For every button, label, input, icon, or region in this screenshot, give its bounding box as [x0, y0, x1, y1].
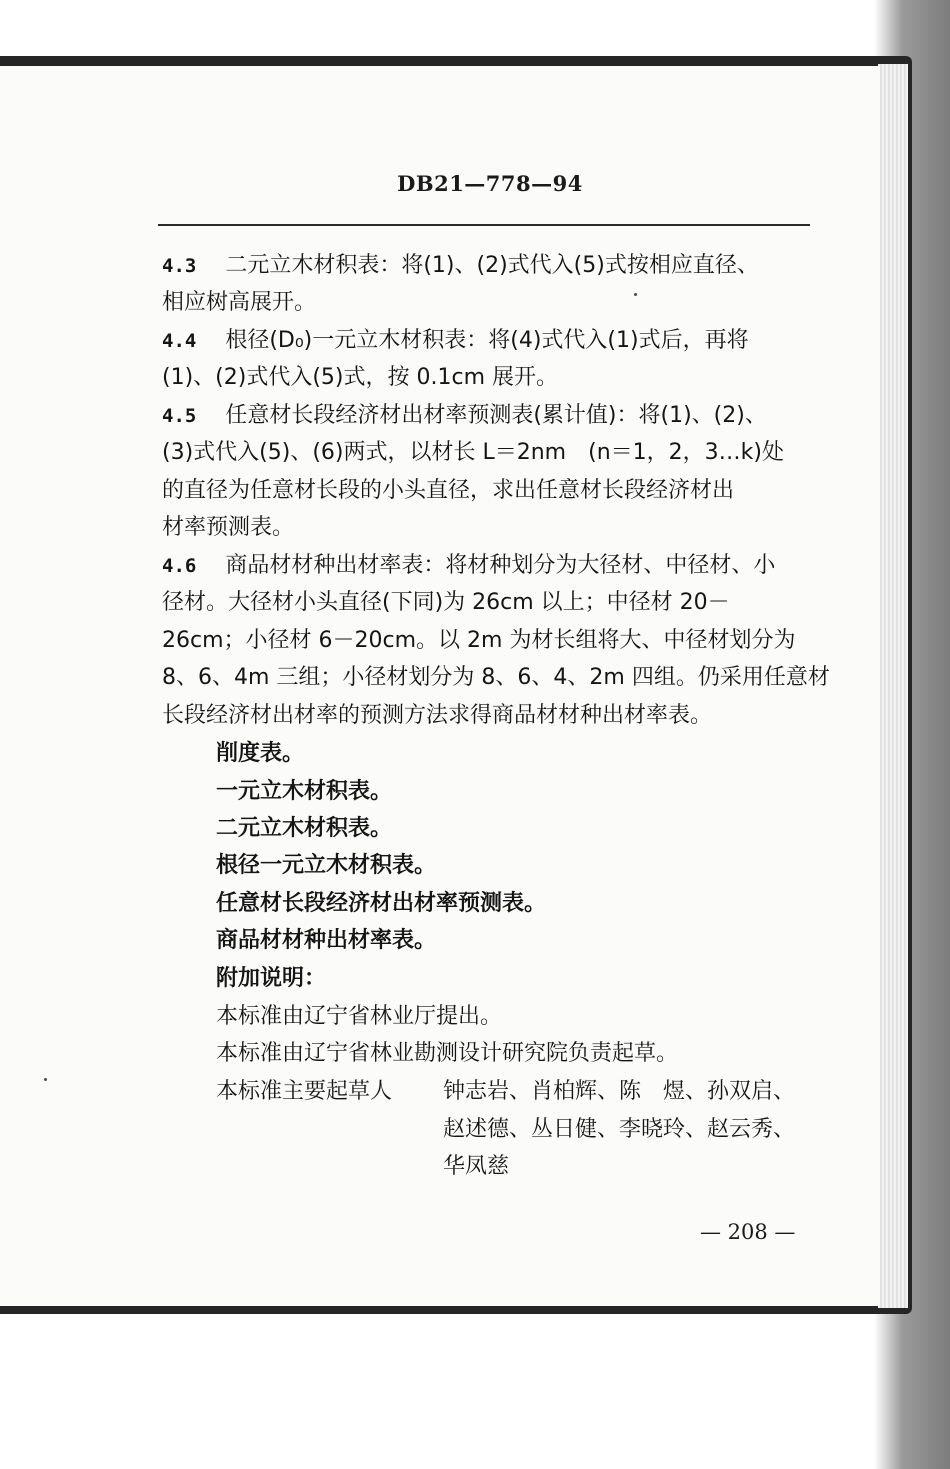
section-4-6-line-1: 4.6 商品材材种出材率表：将材种划分为大径材、中径材、小	[162, 553, 776, 578]
section-4-3-line-2: 相应树高展开。	[162, 290, 317, 315]
section-4-5-line-4: 材率预测表。	[162, 515, 295, 540]
drafters-names-line-1: 钟志岩、肖柏辉、陈 煜、孙双启、	[443, 1079, 796, 1104]
section-4-5-line-3: 的直径为任意材长段的小头直径，求出任意材长段经济材出	[162, 478, 735, 503]
scan-speck	[634, 293, 637, 296]
header-rule	[158, 224, 810, 226]
appendix-assortment-table: 商品材材种出材率表。	[216, 928, 437, 953]
appendix-taper-table: 削度表。	[216, 741, 305, 766]
section-number: 4.5	[162, 405, 197, 427]
section-4-6-line-5: 长段经济材出材率的预测方法求得商品材材种出材率表。	[162, 703, 713, 728]
scan-speck	[44, 1078, 47, 1081]
section-4-4-line-1: 4.4 根径(D₀)一元立木材积表：将(4)式代入(1)式后，再将	[162, 328, 749, 353]
section-4-6-line-3: 26cm；小径材 6－20cm。以 2m 为材长组将大、中径材划分为	[162, 628, 796, 653]
appendix-yield-rate-table: 任意材长段经济材出材率预测表。	[216, 891, 547, 916]
section-4-4-line-2: (1)、(2)式代入(5)式，按 0.1cm 展开。	[162, 365, 558, 390]
standard-code-header: DB21—778—94	[397, 171, 583, 196]
additional-notes-heading: 附加说明：	[216, 966, 327, 991]
appendix-one-way-volume-table: 一元立木材积表。	[216, 779, 393, 804]
note-proposer: 本标准由辽宁省林业厅提出。	[216, 1004, 503, 1029]
drafters-label: 本标准主要起草人	[216, 1079, 393, 1104]
page-number: — 208 —	[700, 1220, 796, 1244]
section-4-5-line-2: (3)式代入(5)、(6)两式，以材长 L＝2nm (n＝1，2，3…k)处	[162, 440, 784, 465]
note-drafting-unit: 本标准由辽宁省林业勘测设计研究院负责起草。	[216, 1041, 679, 1066]
book-page-edges	[878, 64, 908, 1308]
section-4-5-line-1: 4.5 任意材长段经济材出材率预测表(累计值)：将(1)、(2)、	[162, 403, 767, 428]
appendix-two-way-volume-table: 二元立木材积表。	[216, 816, 393, 841]
drafters-names-line-3: 华凤慈	[443, 1154, 510, 1179]
section-number: 4.4	[162, 330, 197, 352]
section-4-6-line-2: 径材。大径材小头直径(下同)为 26cm 以上；中径材 20－	[162, 590, 730, 615]
appendix-root-diameter-table: 根径一元立木材积表。	[216, 853, 437, 878]
drafters-names-line-2: 赵述德、丛日健、李晓玲、赵云秀、	[443, 1117, 796, 1142]
section-number: 4.6	[162, 555, 197, 577]
section-4-3-line-1: 4.3 二元立木材积表：将(1)、(2)式代入(5)式按相应直径、	[162, 253, 759, 278]
section-4-6-line-4: 8、6、4m 三组；小径材划分为 8、6、4、2m 四组。仍采用任意材	[162, 665, 830, 690]
section-number: 4.3	[162, 255, 197, 277]
